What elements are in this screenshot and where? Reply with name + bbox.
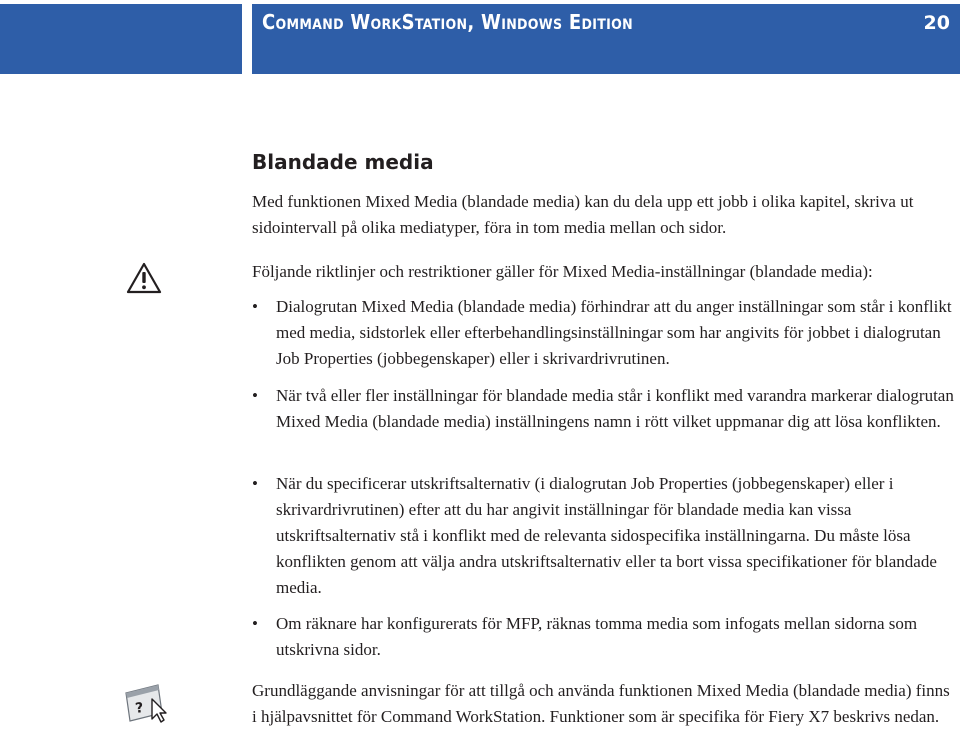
page-number: 20 (923, 12, 950, 34)
list-item-text: Om räknare har konfigurerats för MFP, räknas tomma media som infogats mellan sidorna som utskrivna sidor. (276, 614, 918, 659)
list-item-text: När du specificerar utskriftsalternativ (i dialogrutan Job Properties (jobbegenskaper) eller i skrivardrivrutinen) efter att du har angivit inställningar för blandade media kan vissa utskriftsalternativ stå i konflikt med de relevanta sidospecifika inställningarna. Du måste lösa konflikten genom att välja andra utskriftsalternativ eller ta bort vissa specifikationer för blandade media. (276, 474, 937, 597)
list-item-text: Dialogrutan Mixed Media (blandade media) förhindrar att du anger inställningar som står i konflikt med media, sidstorlek eller efterbehandlingsinställningar som har angivits för jobbet i dialogrutan Job Properties (jobbegenskaper) eller i skrivardrivrutinen. (276, 297, 952, 368)
warning-triangle-icon (126, 262, 162, 294)
bullet-symbol: • (252, 614, 258, 633)
section-heading: Blandade media (252, 150, 434, 174)
list-item-text: När två eller fler inställningar för blandade media står i konflikt med varandra markerar dialogrutan Mixed Media (blandade media) inställningens namn i rött vilket uppmanar dig att lösa konflikten. (276, 386, 954, 431)
bullet-symbol: • (252, 474, 258, 493)
bullet-symbol: • (252, 386, 258, 405)
header-title: Command WorkStation, Windows Edition (262, 10, 633, 34)
header-left-block (0, 4, 242, 74)
svg-text:?: ? (134, 699, 145, 717)
bullet-symbol: • (252, 297, 258, 316)
list-item (252, 611, 958, 663)
help-window-icon (122, 683, 170, 723)
intro-paragraph: Med funktionen Mixed Media (blandade media) kan du dela upp ett jobb i olika kapitel, skriva ut sidointervall på olika mediatyper, föra in tom media mellan och sidor. (252, 192, 914, 237)
list-item (252, 471, 958, 601)
warning-lead: Följande riktlinjer och restriktioner gäller för Mixed Media-inställningar (blandade media): (252, 262, 873, 281)
help-paragraph: Grundläggande anvisningar för att tillgå och använda funktionen Mixed Media (blandade media) finns i hjälpavsnittet för Command WorkStation. Funktioner som är specifika för Fiery X7 beskrivs nedan. (252, 681, 950, 726)
list-item (252, 383, 958, 435)
list-item (252, 294, 958, 372)
